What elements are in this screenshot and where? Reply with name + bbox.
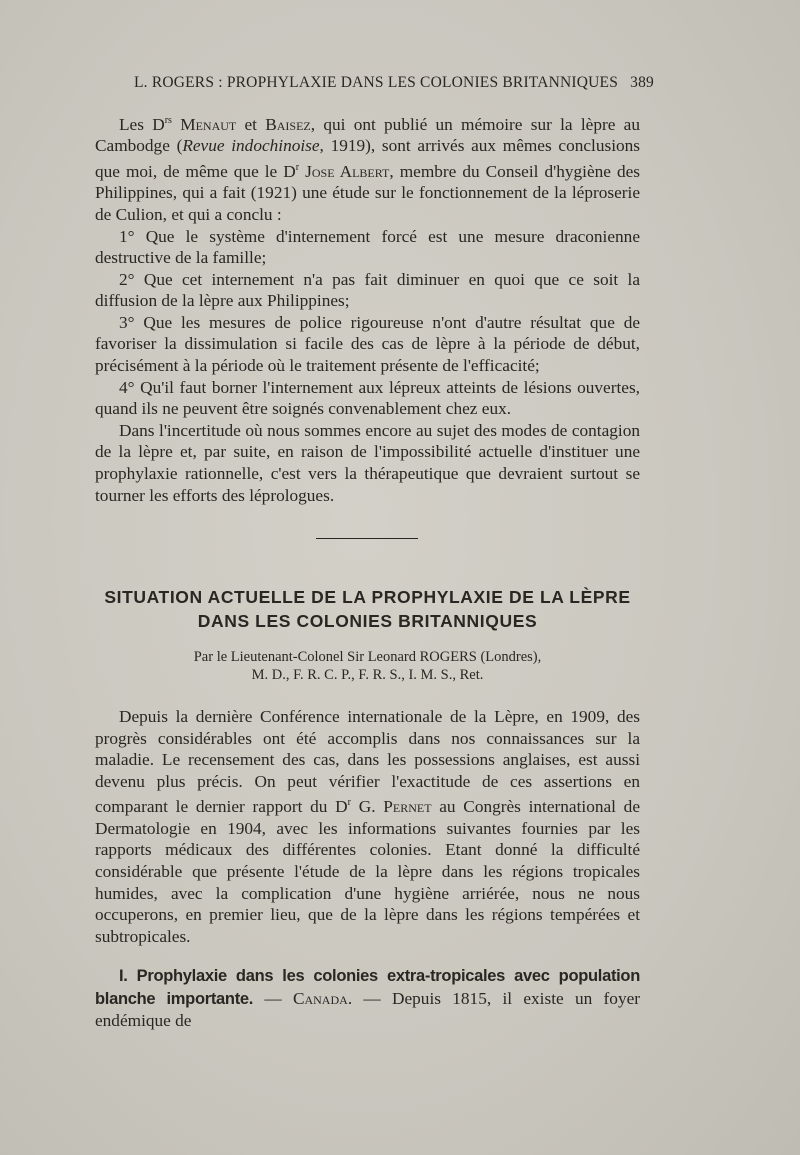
article-title-line-2: DANS LES COLONIES BRITANNIQUES <box>197 611 538 631</box>
running-head-title: L. ROGERS : PROPHYLAXIE DANS LES COLONIES BRITANNIQUES <box>134 74 619 91</box>
conclusion-item-4: 4° Qu'il faut borner l'internement aux lépreux atteints de lésions ouvertes, quand ils ne peuvent être soignés convenablement chez eux. <box>95 377 640 419</box>
section-1-heading: I. Prophylaxie dans les colonies extra-tropicales avec population blanche importante. <box>95 967 640 1008</box>
running-head <box>134 74 654 92</box>
conclusion-item-1: 1° Que le système d'internement forcé est une mesure draconienne destructive de la famille; <box>95 226 640 268</box>
intro-paragraph: Les $D^{rs}$ Menaut et Baisez, qui ont publié un mémoire sur la lèpre au Cambodge (Revue indochinoise, 1919), sont arrivés aux mêmes conclusions que moi, de même que le $D^r$ Jose Albert, membre du Conseil d'hygiène des Philippines, qui a fait (1921) une étude sur le fonctionnement de la léproserie de Culion, et qui a conclu : <box>95 114 640 224</box>
author-name-pernet: Pernet <box>383 797 432 817</box>
intro-section <box>95 110 640 506</box>
page-number: 389 <box>630 74 654 91</box>
section-divider <box>316 538 418 539</box>
closing-paragraph: Dans l'incertitude où nous sommes encore au sujet des modes de contagion de la lèpre et, par suite, en raison de l'impossibilité actuelle d'instituer une prophylaxie rationnelle, c'est vers la thérapeutique que devraient surtout se tourner les efforts des léprologues. <box>95 420 640 505</box>
article-byline <box>95 648 640 684</box>
article-title <box>95 585 640 633</box>
byline-line-2: M. D., F. R. C. P., F. R. S., I. M. S., Ret. <box>251 667 484 683</box>
conclusion-item-3: 3° Que les mesures de police rigoureuse n'ont d'autre résultat que de favoriser la dissimulation si facile des cas de lèpre à la période de début, précisément à la période où le traitement présente de l'efficacité; <box>95 312 640 376</box>
author-name-albert: Jose Albert <box>305 161 390 181</box>
article-body <box>95 706 640 1032</box>
byline-line-1: Par le Lieutenant-Colonel Sir Leonard ROGERS (Londres), <box>193 649 542 665</box>
conclusion-item-2: 2° Que cet internement n'a pas fait diminuer en quoi que ce soit la diffusion de la lèpre aux Philippines; <box>95 269 640 311</box>
section-1-paragraph: I. Prophylaxie dans les colonies extra-tropicales avec population blanche importante. — Canada. — Depuis 1815, il existe un foyer endémique de <box>95 967 641 1031</box>
journal-title: Revue indochinoise <box>182 136 320 156</box>
author-name-menaut: Menaut <box>180 114 237 134</box>
author-name-baisez: Baisez <box>265 114 311 134</box>
article-paragraph-1: Depuis la dernière Conférence internationale de la Lèpre, en 1909, des progrès considérables ont été accomplis dans nos connaissances sur la maladie. Le recensement des cas, dans les possessions anglaises, est aussi devenu plus précis. On peut vérifier l'exactitude de ces assertions en comparant le dernier rapport du $D^r$ G. Pernet au Congrès international de Dermatologie en 1904, avec les informations suivantes fournies par les rapports médicaux des différentes colonies. Etant donné la difficulté considérable que présente l'étude de la lèpre dans les régions tropicales humides, avec la complication d'une hygiène arriérée, nous ne nous occuperons, en premier lieu, que de la lèpre dans les régions tempérées et subtropicales. <box>95 707 640 946</box>
country-canada: Canada <box>292 988 348 1008</box>
article-title-line-1: SITUATION ACTUELLE DE LA PROPHYLAXIE DE LA LÈPRE <box>104 587 631 607</box>
